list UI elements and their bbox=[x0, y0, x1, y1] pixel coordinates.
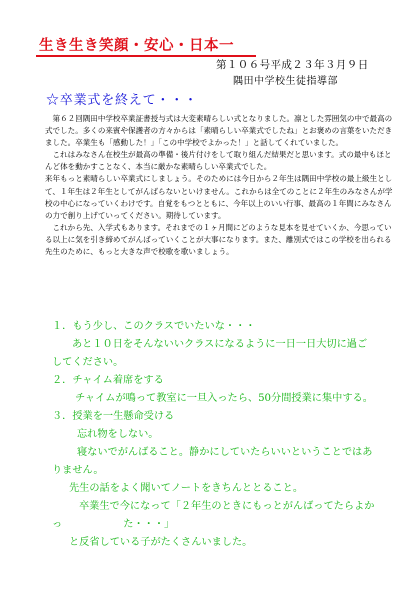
list-item-3-line-2: 寝ないでがんばること。静かにしていたらいいということではあ bbox=[77, 447, 373, 458]
list-item-1-body-cont: してください。 bbox=[52, 357, 124, 368]
list-item-1-body: あと１０日をそんないいクラスになるように一日一日大切に過ご bbox=[72, 339, 368, 350]
list-item-3-line-4-cont: っ た・・・」 bbox=[52, 519, 175, 530]
list-item-3-line-1: 忘れ物をしない。 bbox=[77, 429, 159, 440]
newsletter-banner: 生き生き笑顔・安心・日本一 bbox=[39, 37, 234, 54]
publisher-department: 隅田中学校生徒指導部 bbox=[233, 76, 338, 87]
list-item-3-line-5: と反省している子がたくさんいました。 bbox=[69, 537, 253, 548]
list-item-3-line-2-cont: りません。 bbox=[52, 465, 104, 476]
list-item-1-title: １．もう少し、このクラスでいたいな・・・ bbox=[52, 321, 256, 332]
list-item-3-line-3: 先生の話をよく聞いてノートをきちんととること。 bbox=[69, 483, 304, 494]
paragraph-3: 来年もっと素晴らしい卒業式にしましょう。そのためには今日から２年生は隅田中学校の最上級生として、１年生は２年生としてがんばらないといけません。これからは全てのことに２年生のみなさんが学校の中心になっていくわけです。自覚をもつとともに、今年以上のいい行事、最高の１年間にみなさんの力で創り上げていってください。期待しています。 bbox=[45, 174, 393, 220]
paragraph-2: これはみなさん在校生が最高の準備・後片付けをして取り組んだ結果だと思います。式の最中もほとんど体を動かすことなく、本当に厳かな素晴らしい卒業式でした。 bbox=[45, 150, 392, 172]
section-heading: ☆卒業式を終えて・・・ bbox=[46, 93, 198, 108]
list-item-2-title: ２．チャイム着席をする bbox=[52, 375, 164, 386]
list-item-2-body: チャイムが鳴って教室に一旦入ったら、50分間授業に集中する。 bbox=[75, 393, 373, 404]
paragraph-4: これから先、入学式もあります。それまでの１ヶ月間にどのような見本を見せていくか、今思っている以上に気を引き締めてがんばっていくことが大事になります。また、離別式ではこの学校を出られる先生のために、もっと大きな声で校歌を歌いましょう。 bbox=[45, 222, 392, 257]
list-item-3-title: ３．授業を一生懸命受ける bbox=[52, 411, 175, 422]
body-paragraphs bbox=[45, 113, 397, 258]
list-item-3-line-4: 卒業生で今になって「２年生のときにもっとがんばってたらよか bbox=[79, 501, 375, 512]
issue-number-date: 第１０６号平成２３年３月９日 bbox=[216, 59, 369, 71]
paragraph-1: 第６２回隅田中学校卒業証書授与式は大変素晴らしい式となりました。凛とした雰囲気の中で最高の式でした。多くの来賓や保護者の方々からは「素晴らしい卒業式でしたね」とお褒めの言葉をいただきました。卒業生も「感動した！」「この中学校でよかった！」と話してくれていました。 bbox=[45, 114, 393, 148]
